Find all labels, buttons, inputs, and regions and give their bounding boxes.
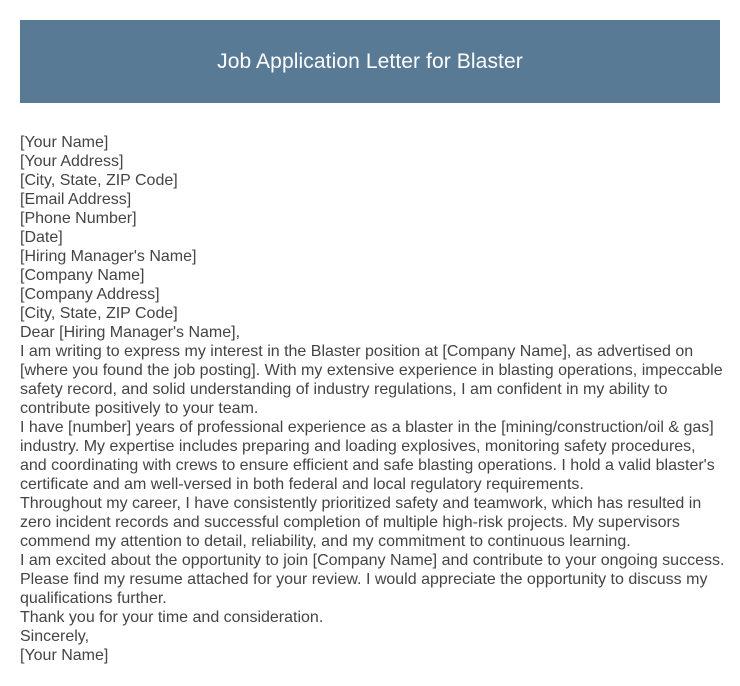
closing: Sincerely,	[20, 628, 90, 645]
sender-address: [Your Address]	[20, 153, 124, 170]
letter-header	[20, 20, 720, 103]
recipient-address: [Company Address]	[20, 286, 160, 303]
paragraph-thanks: Thank you for your time and consideration.	[20, 609, 324, 626]
recipient-company: [Company Name]	[20, 267, 145, 284]
paragraph-call-to-action: I am excited about the opportunity to join [Company Name] and contribute to your ongoing success. Please find my resume attached for your review. I would appreciate the opportunity to discuss my qualifications further.	[20, 552, 725, 607]
paragraph-intro: I am writing to express my interest in the Blaster position at [Company Name], as advertised on [where you found the job posting]. With my extensive experience in blasting operations, impeccable safety record, and solid understanding of industry regulations, I am confident in my ability to contribute positively to your team.	[20, 343, 723, 417]
sender-email: [Email Address]	[20, 191, 132, 208]
recipient-city-state-zip: [City, State, ZIP Code]	[20, 305, 178, 322]
letter-body	[20, 133, 725, 665]
paragraph-achievements: Throughout my career, I have consistently prioritized safety and teamwork, which has resulted in zero incident records and successful completion of multiple high-risk projects. My supervisors commend my attention to detail, reliability, and my commitment to continuous learning.	[20, 495, 702, 550]
signature: [Your Name]	[20, 647, 109, 664]
sender-city-state-zip: [City, State, ZIP Code]	[20, 172, 178, 189]
recipient-name: [Hiring Manager's Name]	[20, 248, 197, 265]
sender-phone: [Phone Number]	[20, 210, 137, 227]
sender-name: [Your Name]	[20, 134, 109, 151]
salutation: Dear [Hiring Manager's Name],	[20, 324, 241, 341]
letter-date: [Date]	[20, 229, 63, 246]
paragraph-experience: I have [number] years of professional experience as a blaster in the [mining/construction/oil & gas] industry. My expertise includes preparing and loading explosives, monitoring safety procedures, and coordinating with crews to ensure efficient and safe blasting operations. I hold a valid blaster's certificate and am well-versed in both federal and local regulatory requirements.	[20, 419, 715, 493]
page-title: Job Application Letter for Blaster	[217, 49, 523, 73]
